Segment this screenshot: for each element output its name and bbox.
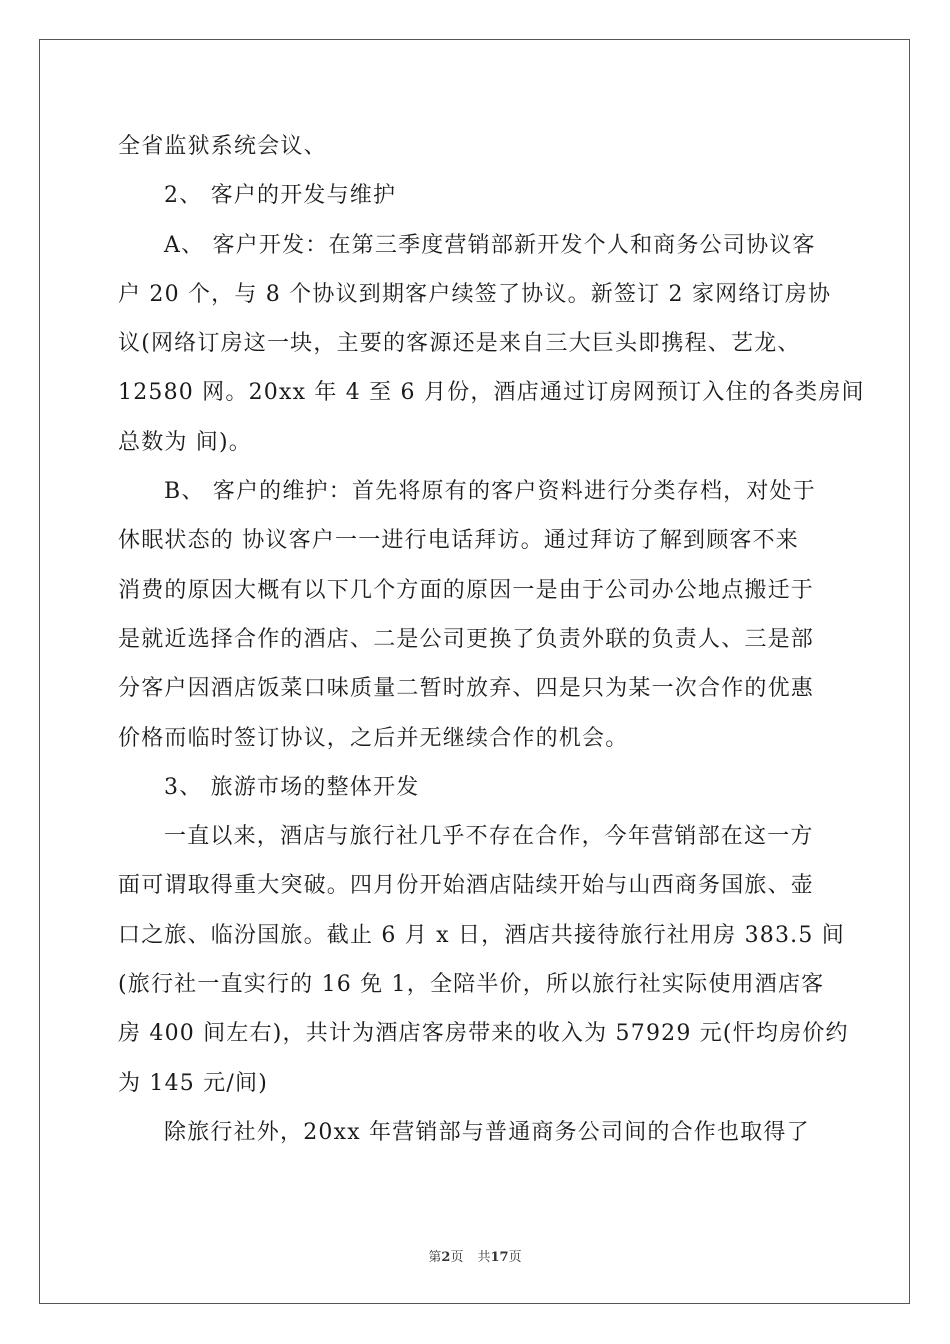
- footer-total-suffix: 页: [508, 1250, 522, 1265]
- text-line: A、 客户开发：在第三季度营销部新开发个人和商务公司协议客: [164, 232, 816, 258]
- footer-total-pages: 17: [490, 1250, 509, 1265]
- footer-page-suffix: 页: [450, 1250, 464, 1265]
- text-line: 12580 网。20xx 年 4 至 6 月份，酒店通过订房网预订入住的各类房间: [118, 380, 865, 406]
- text-line: 是就近选择合作的酒店、二是公司更换了负责外联的负责人、三是部: [118, 626, 815, 652]
- text-line: 消费的原因大概有以下几个方面的原因一是由于公司办公地点搬迁于: [118, 577, 815, 603]
- footer-page-number: 2: [441, 1250, 451, 1265]
- text-line: 2、 客户的开发与维护: [164, 183, 397, 209]
- text-line: 房 400 间左右)，共计为酒店客房带来的收入为 57929 元(忓均房价约: [118, 1021, 849, 1047]
- text-line: 口之旅、临汾国旅。截止 6 月 x 日，酒店共接待旅行社用房 383.5 间: [118, 922, 845, 948]
- text-line: B、 客户的维护：首先将原有的客户资料进行分类存档，对处于: [164, 479, 816, 505]
- text-line: 面可谓取得重大突破。四月份开始酒店陆续开始与山西商务国旅、壶: [118, 873, 815, 899]
- footer-prefix: 第: [428, 1250, 442, 1265]
- text-line: 除旅行社外，20xx 年营销部与普通商务公司间的合作也取得了: [164, 1119, 810, 1145]
- text-line: 休眠状态的 协议客户一一进行电话拜访。通过拜访了解到顾客不来: [118, 528, 799, 554]
- text-line: 户 20 个，与 8 个协议到期客户续签了协议。新签订 2 家网络订房协: [118, 281, 832, 307]
- text-line: 一直以来，酒店与旅行社几乎不存在合作，今年营销部在这一方: [164, 824, 814, 850]
- page-footer: [0, 1246, 950, 1265]
- text-line: 为 145 元/间): [118, 1070, 268, 1096]
- text-line: 价格而临时签订协议，之后并无继续合作的机会。: [118, 725, 629, 751]
- text-line: 3、 旅游市场的整体开发: [164, 774, 420, 800]
- text-line: 议(网络订房这一块，主要的客源还是来自三大巨头即携程、艺龙、: [118, 331, 801, 357]
- document-body: [118, 122, 865, 1157]
- text-line: (旅行社一直实行的 16 免 1，全陪半价，所以旅行社实际使用酒店客: [118, 972, 825, 998]
- text-line: 总数为 间)。: [118, 429, 252, 455]
- text-line: 分客户因酒店饭菜口味质量二暂时放弃、四是只为某一次合作的优惠: [118, 676, 815, 702]
- text-line: 全省监狱系统会议、: [118, 134, 327, 159]
- footer-total-prefix: 共: [477, 1250, 491, 1265]
